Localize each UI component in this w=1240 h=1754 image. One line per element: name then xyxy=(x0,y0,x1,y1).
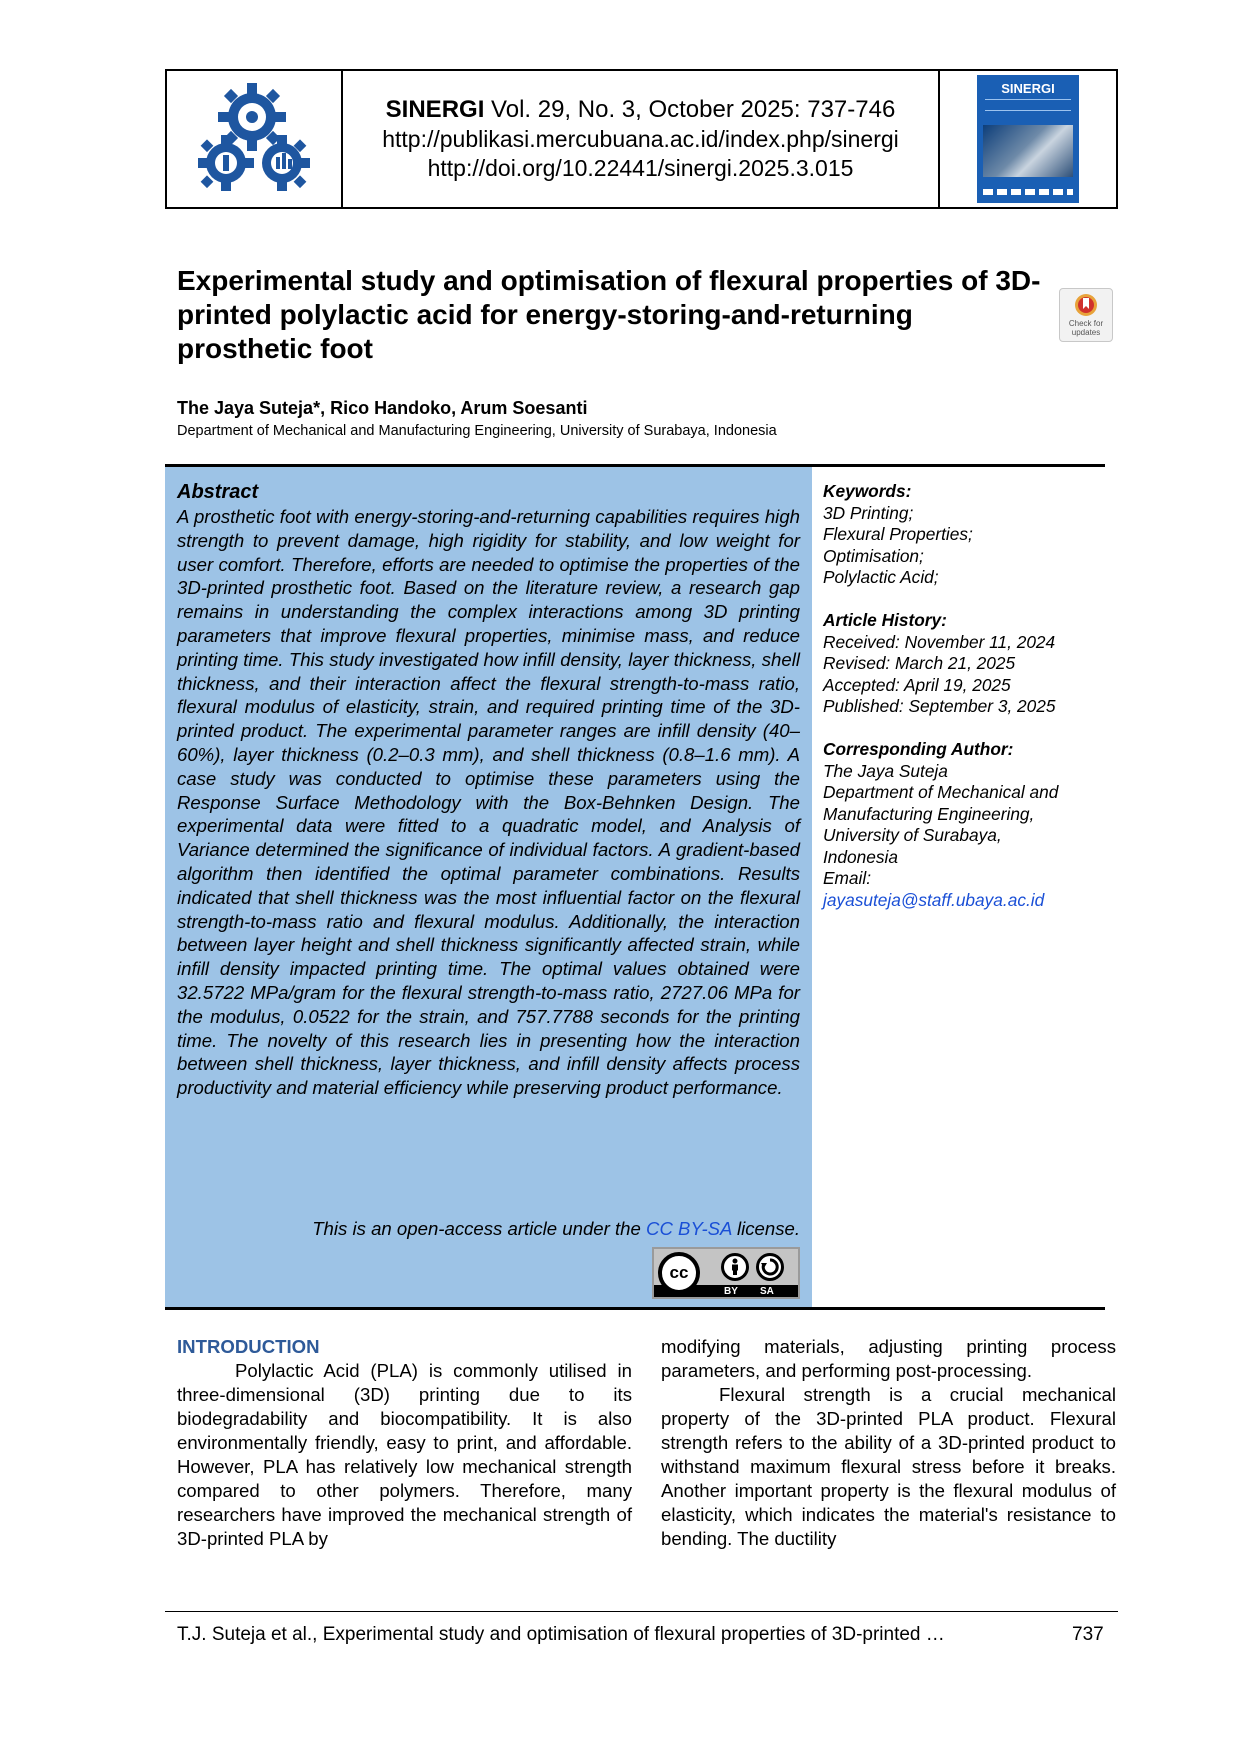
running-title: T.J. Suteja et al., Experimental study and optimisation of flexural properties of 3D-printed … xyxy=(177,1624,945,1645)
history-item: Accepted: April 19, 2025 xyxy=(823,674,1011,695)
cover-image xyxy=(977,75,1079,203)
cc-icon xyxy=(658,1252,700,1294)
license-link[interactable]: CC BY-SA xyxy=(646,1218,732,1239)
corresponding-heading: Corresponding Author: xyxy=(823,739,1014,759)
abstract-box xyxy=(165,467,812,1307)
journal-issue-line xyxy=(386,95,896,125)
journal-cover xyxy=(940,71,1116,207)
introduction-heading: INTRODUCTION xyxy=(177,1336,320,1357)
corresponding-line: Department of Mechanical and xyxy=(823,782,1059,802)
crossmark-icon xyxy=(1074,293,1098,317)
body-left-column xyxy=(177,1335,632,1551)
cc-text: cc xyxy=(669,1263,689,1282)
intro-paragraph: Polylactic Acid (PLA) is commonly utilised in three-dimensional (3D) printing due to its biodegradability and biocompatibility. It is also environmentally friendly, easy to print, and affordable. However, PLA has relatively low mechanical strength compared to other polymers. Therefore, many researchers have improved the mechanical strength of 3D-printed PLA by xyxy=(177,1360,632,1549)
journal-issue: Vol. 29, No. 3, October 2025: 737-746 xyxy=(491,96,896,123)
abstract-heading: Abstract xyxy=(177,481,259,503)
author-email-link[interactable]: jayasuteja@staff.ubaya.ac.id xyxy=(823,889,1045,910)
intro-paragraph-continued: modifying materials, adjusting printing process parameters, and performing post-processing. xyxy=(661,1336,1116,1381)
article-title: Experimental study and optimisation of flexural properties of 3D-printed polylactic acid for energy-storing-and-returning prosthetic foot xyxy=(177,265,1041,364)
corresponding-line: University of Surabaya, xyxy=(823,825,1002,845)
corresponding-line: Manufacturing Engineering, xyxy=(823,803,1035,824)
keywords-heading: Keywords: xyxy=(823,481,912,501)
crossmark-badge[interactable] xyxy=(1059,288,1113,342)
journal-logo xyxy=(167,71,343,207)
footer-rule xyxy=(165,1611,1118,1612)
abstract-text: A prosthetic foot with energy-storing-and-returning capabilities requires high strength to prevent damage, high rigidity for stability, and low weight for user comfort. Therefore, efforts are needed to optimise the properties of the 3D-printed prosthetic foot. Based on the literature review, a research gap remains in understanding the complex interactions among 3D printing parameters that improve flexural properties, minimise mass, and reduce printing time. This study investigated how infill density, layer thickness, shell thickness, and their interaction affect the flexural strength-to-mass ratio, flexural modulus of elasticity, strain, and required printing time of the 3D-printed product. The experimental parameter ranges are infill density (40–60%), layer thickness (0.2–0.3 mm), and shell thickness (0.8–1.6 mm). A case study was conducted to optimise these parameters using the Response Surface Methodology with the Box-Behnken Design. The experimental data were fitted to a quadratic model, and Analysis of Variance determined the significance of individual factors. A gradient-based algorithm then identified the optimal parameter combinations. Results indicated that shell thickness was the most influential factor on the flexural strength-to-mass ratio and flexural modulus. Additionally, the interaction between layer height and shell thickness significantly affected strain, while infill density impacted printing time. The optimal values obtained were 32.5722 MPa/gram for the flexural strength-to-mass ratio, 2727.06 MPa for the modulus, 0.0522 for the strain, and 757.7788 seconds for the printing time. The novelty of this research lies in presenting how the interaction between shell thickness, layer thickness, and infill density affects process productivity and material efficiency while preserving product performance. xyxy=(177,506,800,1099)
affiliation: Department of Mechanical and Manufacturing Engineering, University of Surabaya, Indonesia xyxy=(177,423,777,439)
keyword-item: 3D Printing; xyxy=(823,502,914,523)
keywords-section xyxy=(823,481,1103,589)
journal-name: SINERGI xyxy=(385,96,485,123)
history-item: Revised: March 21, 2025 xyxy=(823,653,1016,673)
cover-footer xyxy=(983,189,1073,195)
journal-header xyxy=(165,69,1118,209)
cc-by-sa-badge[interactable] xyxy=(652,1247,800,1299)
history-heading: Article History: xyxy=(823,610,947,630)
license-prefix: This is an open-access article under the xyxy=(312,1218,647,1239)
article-doi[interactable]: http://doi.org/10.22441/sinergi.2025.3.015 xyxy=(427,155,854,181)
history-item: Received: November 11, 2024 xyxy=(823,631,1056,652)
cover-lines xyxy=(985,99,1071,111)
corresponding-section xyxy=(823,739,1103,911)
crossmark-label: Check for updates xyxy=(1068,319,1104,337)
attribution-icon xyxy=(721,1253,749,1281)
sa-label: SA xyxy=(760,1286,774,1297)
corresponding-line: Indonesia xyxy=(823,846,898,867)
license-statement xyxy=(312,1218,800,1240)
license-suffix: license. xyxy=(731,1218,800,1239)
journal-url[interactable]: http://publikasi.mercubuana.ac.id/index.php/sinergi xyxy=(382,126,899,152)
body-right-column xyxy=(661,1335,1116,1551)
cover-title: SINERGI xyxy=(1001,81,1055,96)
abstract-bottom-rule xyxy=(165,1307,1105,1310)
authors: The Jaya Suteja*, Rico Handoko, Arum Soesanti xyxy=(177,398,588,418)
flexural-paragraph: Flexural strength is a crucial mechanical property of the 3D-printed PLA product. Flexural strength refers to the ability of a 3D-printed product to withstand maximum flexural stress before it breaks. Another important property is the flexural modulus of elasticity, which indicates the material's resistance to bending. The ductility xyxy=(661,1384,1116,1549)
keyword-item: Optimisation; xyxy=(823,545,924,566)
history-section xyxy=(823,610,1103,718)
gears-logo-icon xyxy=(190,77,318,201)
keyword-item: Polylactic Acid; xyxy=(823,567,939,587)
share-alike-icon xyxy=(756,1253,784,1281)
cover-photo xyxy=(983,125,1073,177)
article-sidebar xyxy=(823,481,1103,933)
by-label: BY xyxy=(724,1286,738,1297)
page-number: 737 xyxy=(1072,1624,1104,1645)
history-item: Published: September 3, 2025 xyxy=(823,696,1056,716)
corresponding-line: Email: xyxy=(823,868,872,888)
journal-info xyxy=(343,71,940,207)
corresponding-line: The Jaya Suteja xyxy=(823,760,948,781)
keyword-item: Flexural Properties; xyxy=(823,524,973,544)
